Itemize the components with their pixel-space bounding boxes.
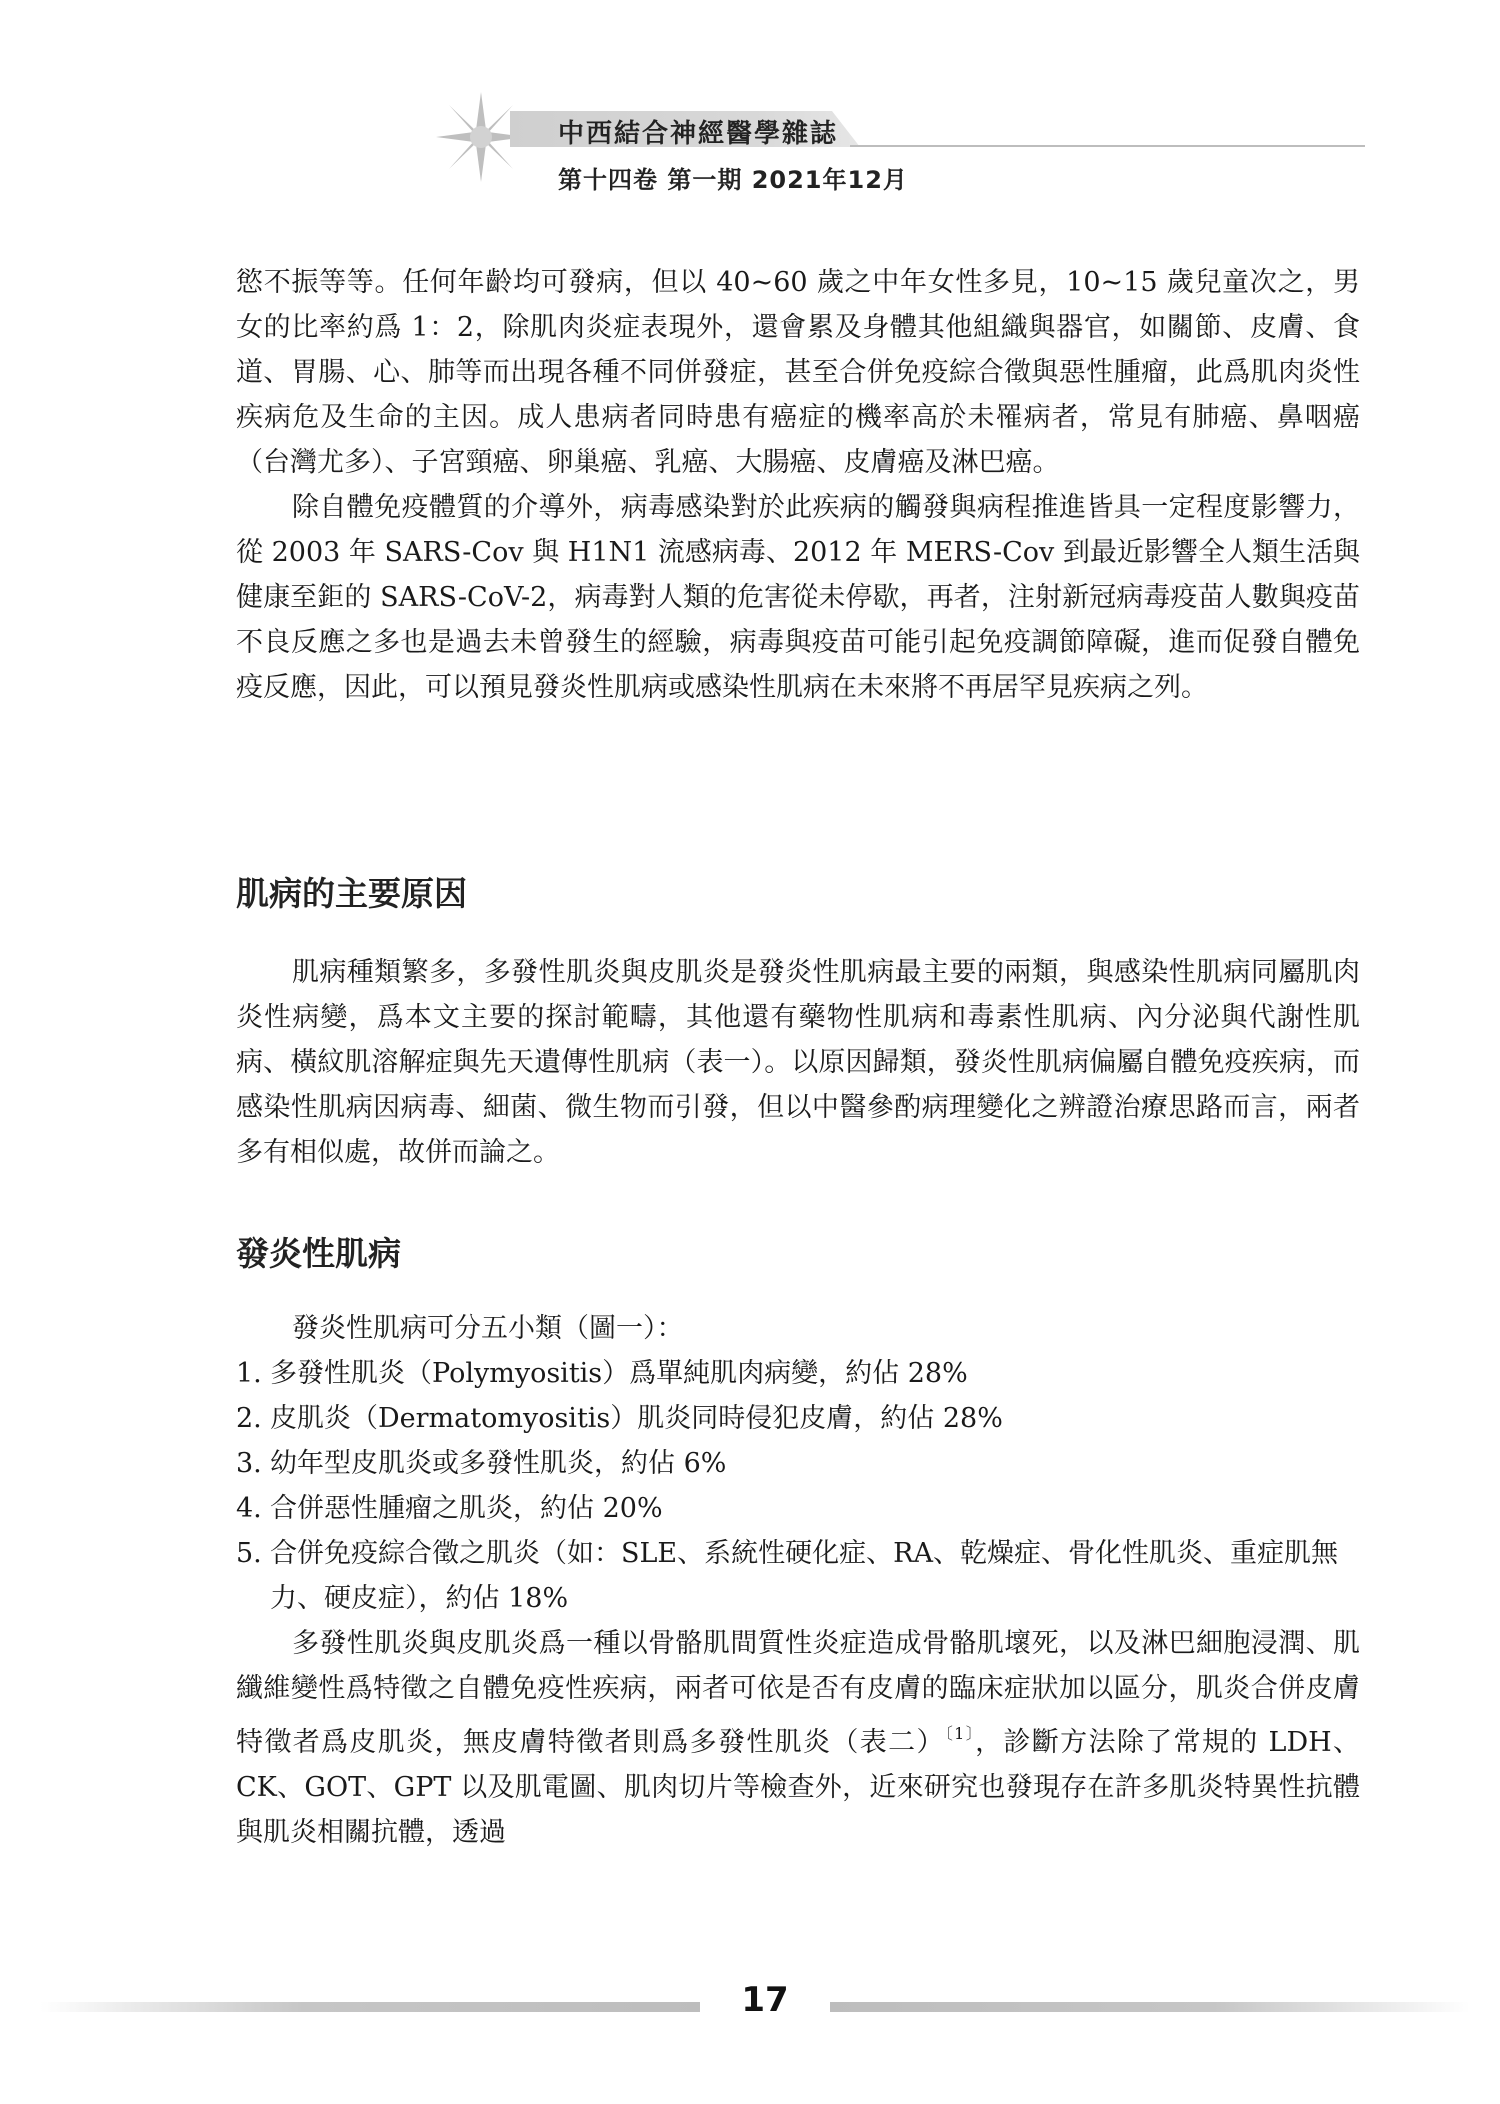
list-text: 合併惡性腫瘤之肌炎，約佔 20%	[270, 1493, 663, 1524]
list-number: 3.	[236, 1448, 262, 1479]
header-rule	[850, 145, 1365, 147]
footer-bar-right	[830, 2002, 1470, 2012]
list-text: 皮肌炎（Dermatomyositis）肌炎同時侵犯皮膚，約佔 28%	[270, 1403, 1003, 1434]
section-heading: 發炎性肌病	[236, 1234, 401, 1273]
journal-title: 中西結合神經醫學雜誌	[558, 119, 839, 149]
list-number: 5.	[236, 1538, 262, 1569]
section-causes-body	[236, 950, 1360, 1175]
section-inflammatory	[236, 1228, 1360, 1275]
list-text: 幼年型皮肌炎或多發性肌炎，約佔 6%	[270, 1448, 727, 1479]
paragraph-text: 多發性肌炎與皮肌炎爲一種以骨骼肌間質性炎症造成骨骼肌壞死，以及淋巴細胞浸潤、肌纖維變性爲特徵之自體免疫性疾病，兩者可依是否有皮膚的臨床症狀加以區分，肌炎合併皮膚特徵者爲皮肌炎，無皮膚特徵者則爲多發性肌炎（表二）	[236, 1628, 1360, 1758]
footer-bar-left	[40, 2002, 700, 2012]
issue-info: 第十四卷 第一期 2021年12月	[558, 166, 908, 194]
list-text: 多發性肌炎（Polymyositis）爲單純肌肉病變，約佔 28%	[270, 1358, 968, 1389]
section-heading: 肌病的主要原因	[236, 874, 467, 913]
paragraph: 慾不振等等。任何年齡均可發病，但以 40~60 歲之中年女性多見，10~15 歲兒童次之，男女的比率約爲 1：2，除肌肉炎症表現外，還會累及身體其他組織與器官，如關節、皮膚、食道、胃腸、心、肺等而出現各種不同併發症，甚至合併免疫綜合徵與惡性腫瘤，此爲肌肉炎性疾病危及生命的主因。成人患病者同時患有癌症的機率高於未罹病者，常見有肺癌、鼻咽癌（台灣尤多）、子宮頸癌、卵巢癌、乳癌、大腸癌、皮膚癌及淋巴癌。	[236, 267, 1360, 478]
paragraph	[236, 1621, 1360, 1855]
list-item	[236, 1396, 1360, 1441]
list-item	[236, 1531, 1360, 1621]
list-number: 1.	[236, 1358, 262, 1389]
list-item	[236, 1486, 1360, 1531]
list-text: 合併免疫綜合徵之肌炎（如：SLE、系統性硬化症、RA、乾燥症、骨化性肌炎、重症肌無力、硬皮症），約佔 18%	[270, 1538, 1338, 1614]
page-number: 17	[741, 1980, 789, 2020]
list-item	[236, 1441, 1360, 1486]
section-causes	[236, 868, 1360, 915]
paragraph: 除自體免疫體質的介導外，病毒感染對於此疾病的觸發與病程推進皆具一定程度影響力，從 2003 年 SARS-Cov 與 H1N1 流感病毒、2012 年 MERS-Cov 到最近影響全人類生活與健康至鉅的 SARS-CoV-2，病毒對人類的危害從未停歇，再者，注射新冠病毒疫苗人數與疫苗不良反應之多也是過去未曾發生的經驗，病毒與疫苗可能引起免疫調節障礙，進而促發自體免疫反應，因此，可以預見發炎性肌病或感染性肌病在未來將不再居罕見疾病之列。	[236, 492, 1360, 703]
section-inflammatory-body	[236, 1306, 1360, 1855]
list-intro: 發炎性肌病可分五小類（圖一）：	[292, 1313, 684, 1344]
paragraph-text: ，診斷方法除了常規的 LDH、CK、GOT、GPT 以及肌電圖、肌肉切片等檢查外，近來研究也發現存在許多肌炎特異性抗體與肌炎相關抗體，透過	[236, 1727, 1360, 1848]
citation-ref: 〔1〕	[944, 1724, 976, 1743]
intro-section	[236, 260, 1360, 710]
paragraph: 肌病種類繁多，多發性肌炎與皮肌炎是發炎性肌病最主要的兩類，與感染性肌病同屬肌肉炎性病變，爲本文主要的探討範疇，其他還有藥物性肌病和毒素性肌病、內分泌與代謝性肌病、橫紋肌溶解症與先天遺傳性肌病（表一）。以原因歸類，發炎性肌病偏屬自體免疫疾病，而感染性肌病因病毒、細菌、微生物而引發，但以中醫參酌病理變化之辨證治療思路而言，兩者多有相似處，故併而論之。	[236, 957, 1360, 1168]
list-number: 2.	[236, 1403, 262, 1434]
list-item	[236, 1351, 1360, 1396]
list-number: 4.	[236, 1493, 262, 1524]
category-list	[236, 1351, 1360, 1621]
